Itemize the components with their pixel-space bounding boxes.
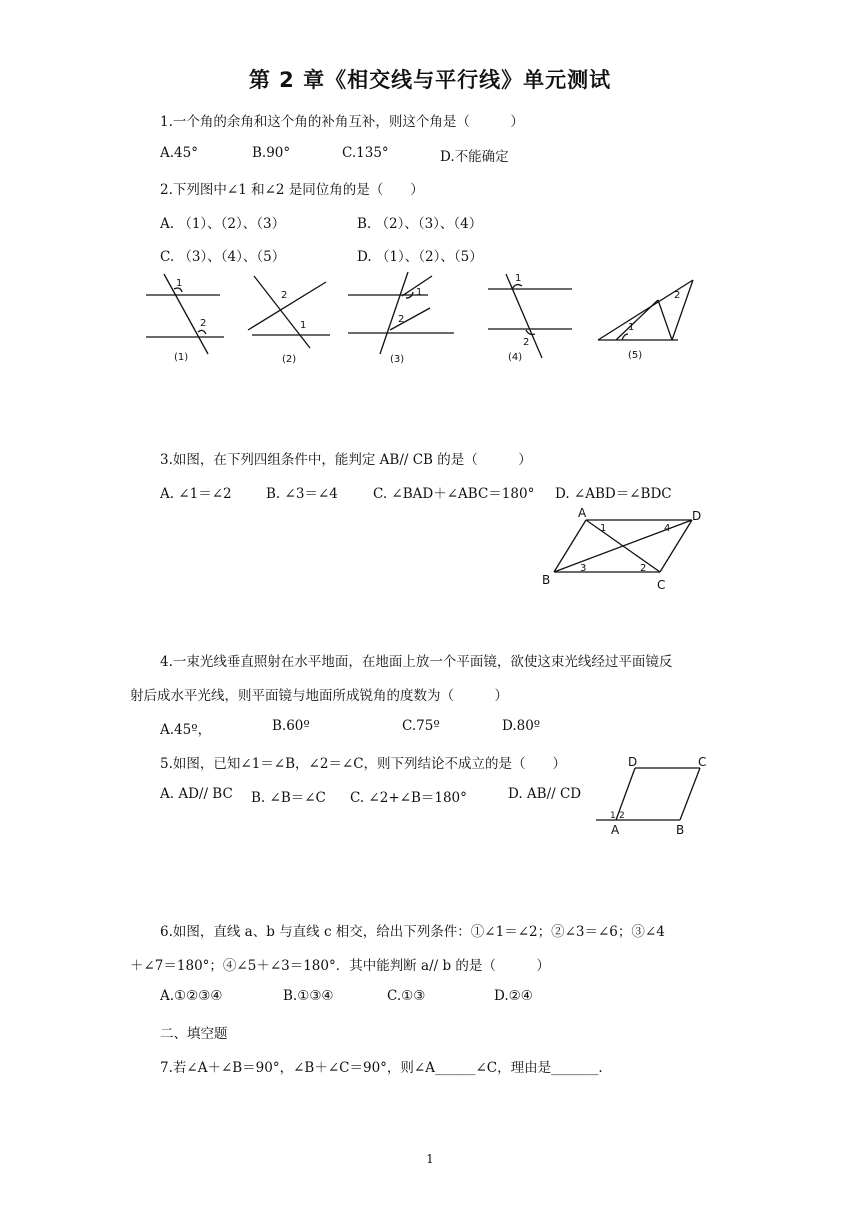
fig3-caption: (3) <box>390 354 405 365</box>
q4-option-c: C.75º <box>402 718 440 734</box>
fig4-angle-2-label: 2 <box>523 337 530 348</box>
q3-option-c: C. ∠BAD＋∠ABC＝180° <box>373 486 535 502</box>
fig4-caption: (4) <box>508 352 523 363</box>
q3-option-a: A. ∠1＝∠2 <box>160 486 232 502</box>
q5-point-a: A <box>611 823 620 837</box>
fig5-caption: (5) <box>628 350 643 361</box>
q3-option-b: B. ∠3＝∠4 <box>266 486 338 502</box>
q6-option-c: C.①③ <box>387 988 426 1004</box>
q2-figures <box>140 268 730 368</box>
q3-point-c: C <box>657 578 666 592</box>
section-heading-fill-in: 二、填空题 <box>160 1026 228 1042</box>
fig3-angle-1-label: 1 <box>416 287 423 298</box>
fig5-angle-2-label: 2 <box>674 290 681 301</box>
q3-angle-1: 1 <box>600 523 607 534</box>
q2-option-a: A. （1）、（2）、（3） <box>160 216 286 232</box>
q1-option-d: D.不能确定 <box>440 149 509 165</box>
q5-option-b: B. ∠B＝∠C <box>251 790 326 806</box>
q1-option-b: B.90° <box>252 145 291 161</box>
q5-option-d: D. AB// CD <box>508 786 582 802</box>
q4-option-d: D.80º <box>502 718 541 734</box>
q2-option-c: C. （3）、（4）、（5） <box>160 249 286 265</box>
q3-angle-4: 4 <box>664 523 671 534</box>
q1-option-a: A.45° <box>160 145 198 161</box>
q5-point-c: C <box>698 755 707 769</box>
question-7-stem: 7.若∠A＋∠B＝90°，∠B＋∠C＝90°，则∠A______∠C，理由是_______. <box>160 1060 603 1076</box>
q5-point-d: D <box>628 755 638 769</box>
question-4-stem-line-1: 4.一束光线垂直照射在水平地面，在地面上放一个平面镜，欲使这束光线经过平面镜反 <box>160 654 673 670</box>
fig1-angle-1-label: 1 <box>176 278 183 289</box>
question-6-stem-line-1: 6.如图，直线 a、b 与直线 c 相交，给出下列条件：①∠1＝∠2；②∠3＝∠6；③∠4 <box>160 924 665 940</box>
fig1-caption: (1) <box>174 352 189 363</box>
fig5-angle-1-label: 1 <box>628 322 635 333</box>
q3-option-d: D. ∠ABD＝∠BDC <box>555 486 672 502</box>
q2-option-b: B. （2）、（3）、（4） <box>357 216 483 232</box>
q5-option-a: A. AD// BC <box>160 786 233 802</box>
q6-option-a: A.①②③④ <box>160 988 223 1004</box>
fig4-angle-1-label: 1 <box>515 273 522 284</box>
fig2-angle-2-label: 2 <box>281 290 288 301</box>
question-5-stem: 5.如图，已知∠1＝∠B，∠2＝∠C，则下列结论不成立的是（ ） <box>160 756 567 772</box>
q2-option-d: D. （1）、（2）、（5） <box>357 249 483 265</box>
q5-angle-1: 1 <box>610 811 616 821</box>
question-6-stem-line-2: ＋∠7＝180°；④∠5＋∠3＝180°．其中能判断 a// b 的是（ ） <box>130 958 550 974</box>
q3-angle-2: 2 <box>640 563 647 574</box>
question-1-stem: 1.一个角的余角和这个角的补角互补，则这个角是（ ） <box>160 114 524 130</box>
question-2-stem: 2.下列图中∠1 和∠2 是同位角的是（ ） <box>160 182 424 198</box>
q5-figure <box>592 748 722 840</box>
q3-angle-3: 3 <box>580 563 587 574</box>
q6-option-d: D.②④ <box>494 988 533 1004</box>
fig2-angle-1-label: 1 <box>300 320 307 331</box>
q3-figure <box>536 504 716 594</box>
page-number: 1 <box>426 1152 434 1166</box>
question-4-stem-line-2: 射后成水平光线，则平面镜与地面所成锐角的度数为（ ） <box>130 688 508 704</box>
page-title: 第 2 章《相交线与平行线》单元测试 <box>248 68 612 92</box>
q6-option-b: B.①③④ <box>283 988 334 1004</box>
q4-option-a: A.45º， <box>160 722 212 738</box>
question-3-stem: 3.如图，在下列四组条件中，能判定 AB// CB 的是（ ） <box>160 452 532 468</box>
fig3-angle-2-label: 2 <box>398 314 405 325</box>
q3-point-b: B <box>542 573 551 587</box>
q5-angle-2: 2 <box>619 811 625 821</box>
q1-option-c: C.135° <box>342 145 389 161</box>
q4-option-b: B.60º <box>272 718 310 734</box>
fig1-angle-2-label: 2 <box>200 318 207 329</box>
q3-point-a: A <box>578 506 587 520</box>
q3-point-d: D <box>692 509 702 523</box>
q5-option-c: C. ∠2+∠B＝180° <box>350 790 467 806</box>
fig2-caption: (2) <box>282 354 297 365</box>
q5-point-b: B <box>676 823 685 837</box>
